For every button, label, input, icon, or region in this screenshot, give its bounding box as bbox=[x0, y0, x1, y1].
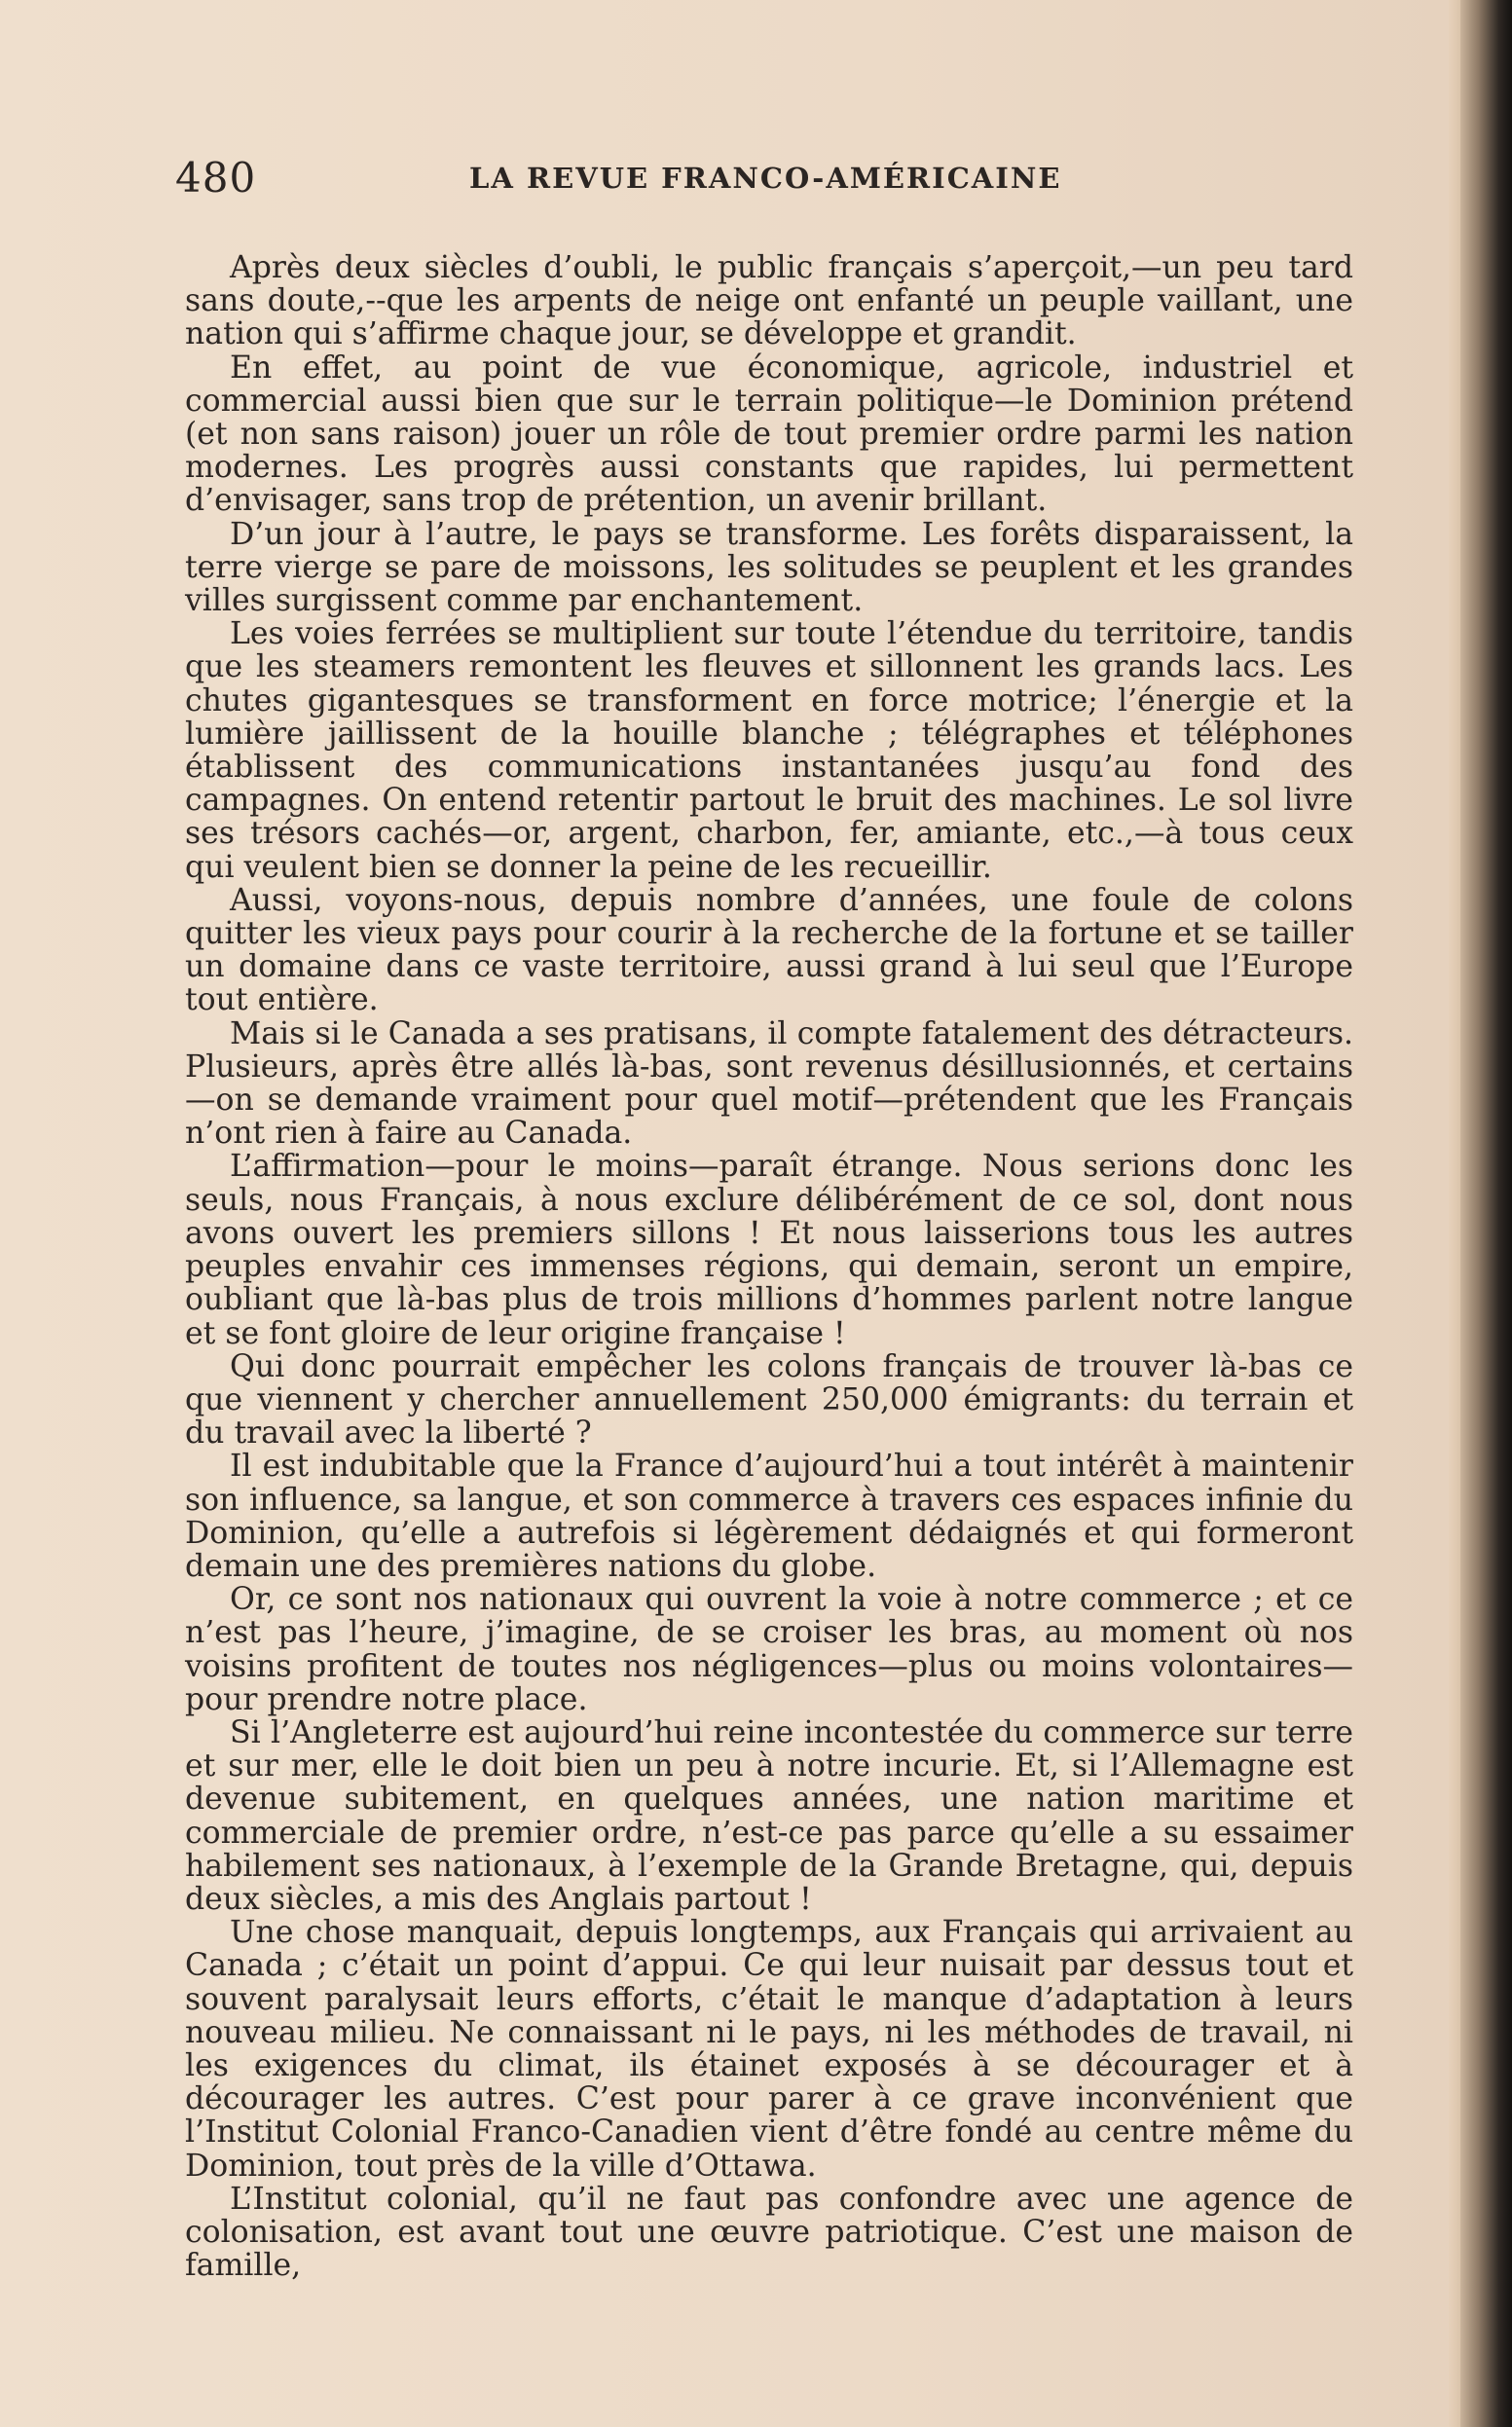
page-number: 480 bbox=[175, 154, 257, 202]
paragraph: L’affirmation—pour le moins—paraît étrange. Nous serions donc les seuls, nous Français, à nous exclure délibérément de ce sol, dont nous avons ouvert les premiers sillons ! Et nous laisserions tous les autres peuples envahir ces immenses régions, qui demain, seront un empire, oubliant que là-bas plus de trois millions d’hommes parlent notre langue et se font gloire de leur origine française ! bbox=[185, 1149, 1353, 1351]
page-header bbox=[175, 154, 1373, 202]
paragraph: Qui donc pourrait empêcher les colons français de trouver là-bas ce que viennent y chercher annuellement 250,000 émigrants: du terrain et du travail avec la liberté ? bbox=[185, 1348, 1353, 1452]
paragraph: Si l’Angleterre est aujourd’hui reine incontestée du commerce sur terre et sur mer, elle le doit bien un peu à notre incurie. Et, si l’Allemagne est devenue subitement, en quelques années, une nation maritime et commerciale de premier ordre, n’est-ce pas parce qu’elle a su essaimer habilement ses nationaux, à l’exemple de la Grande Bretagne, qui, depuis deux siècles, a mis des Anglais partout ! bbox=[185, 1714, 1353, 1917]
running-title: LA REVUE FRANCO-AMÉRICAINE bbox=[469, 162, 1062, 195]
paragraph: Les voies ferrées se multiplient sur toute l’étendue du territoire, tandis que les steamers remontent les fleuves et sillonnent les grands lacs. Les chutes gigantesques se transforment en force motrice; l’énergie et la lumière jaillissent de la houille blanche ; télégraphes et téléphones établissent des communications instantanées jusqu’au fond des campagnes. On entend retentir partout le bruit des machines. Le sol livre ses trésors cachés—or, argent, charbon, fer, amiante, etc.,—à tous ceux qui veulent bien se donner la peine de les recueillir. bbox=[185, 616, 1353, 885]
paragraph: L’Institut colonial, qu’il ne faut pas confondre avec une agence de colonisation, est avant tout une œuvre patriotique. C’est une maison de famille, bbox=[185, 2181, 1353, 2284]
binding-edge bbox=[1460, 0, 1512, 2427]
paragraph: D’un jour à l’autre, le pays se transforme. Les forêts disparaissent, la terre vierge se pare de moissons, les solitudes se peuplent et les grandes villes surgissent comme par enchantement. bbox=[185, 516, 1353, 619]
paragraph: En effet, au point de vue économique, agricole, industriel et commercial aussi bien que sur le terrain politique—le Dominion prétend (et non sans raison) jouer un rôle de tout premier ordre parmi les nation modernes. Les progrès aussi constants que rapides, lui permettent d’envisager, sans trop de prétention, un avenir brillant. bbox=[185, 349, 1353, 519]
paragraph: Il est indubitable que la France d’aujourd’hui a tout intérêt à maintenir son influence, sa langue, et son commerce à travers ces espaces infinie du Dominion, qu’elle a autrefois si légèrement dédaignés et qui formeront demain une des premières nations du globe. bbox=[185, 1449, 1353, 1584]
paragraph: Mais si le Canada a ses pratisans, il compte fatalement des détracteurs. Plusieurs, après être allés là-bas, sont revenus désillusionnés, et certains —on se demande vraiment pour quel motif—prétendent que les Français n’ont rien à faire au Canada. bbox=[185, 1015, 1353, 1152]
paragraph: Une chose manquait, depuis longtemps, aux Français qui arrivaient au Canada ; c’était un point d’appui. Ce qui leur nuisait par dessus tout et souvent paralysait leurs efforts, c’était le manque d’adaptation à leurs nouveau milieu. Ne connaissant ni le pays, ni les méthodes de travail, ni les exigences du climat, ils étainet exposés à se décourager et à décourager les autres. C’est pour parer à ce grave inconvénient que l’Institut Colonial Franco-Canadien vient d’être fondé au centre même du Dominion, tout près de la ville d’Ottawa. bbox=[185, 1915, 1353, 2184]
paragraph: Après deux siècles d’oubli, le public français s’aperçoit,—un peu tard sans doute,--que les arpents de neige ont enfanté un peuple vaillant, une nation qui s’affirme chaque jour, se développe et grandit. bbox=[185, 250, 1353, 352]
paragraph: Aussi, voyons-nous, depuis nombre d’années, une foule de colons quitter les vieux pays pour courir à la recherche de la fortune et se tailler un domaine dans ce vaste territoire, aussi grand à lui seul que l’Europe tout entière. bbox=[185, 882, 1353, 1018]
paragraph: Or, ce sont nos nationaux qui ouvrent la voie à notre commerce ; et ce n’est pas l’heure, j’imagine, de se croiser les bras, au moment où nos voisins profitent de toutes nos négligences—plus ou moins volontaires—pour prendre notre place. bbox=[185, 1582, 1353, 1717]
article-body bbox=[185, 251, 1353, 2282]
